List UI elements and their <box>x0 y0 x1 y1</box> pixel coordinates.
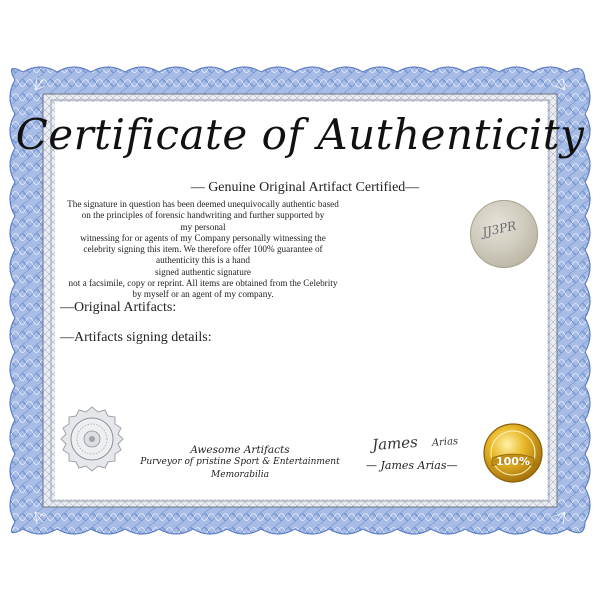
certificate-subtitle: — Genuine Original Artifact Certified— <box>190 180 420 195</box>
signature-last: Arias <box>431 436 459 449</box>
guarantee-badge-icon <box>482 422 544 484</box>
statement-line: by myself or an agent of my company. <box>132 289 274 300</box>
wax-seal-mark: JJ3PR <box>480 218 518 240</box>
company-tagline: Purveyor of pristine Sport & Entertainment Memorabilia <box>140 457 340 480</box>
statement-line: celebrity signing this item. We therefore offer 100% guarantee of <box>83 244 323 255</box>
certificate-title: Certificate of Authenticity <box>15 110 585 159</box>
company-block <box>120 444 360 482</box>
statement-line: not a facsimile, copy or reprint. All items are obtained from the Celebrity <box>68 278 338 289</box>
signing-details-label: —Artifacts signing details: <box>60 330 212 345</box>
authenticity-statement <box>58 199 348 301</box>
statement-line: The signature in question has been deemed unequivocally authentic based <box>67 199 339 209</box>
signature-first: James <box>371 432 419 454</box>
badge-text: 100% <box>496 455 530 468</box>
wax-seal-icon <box>470 200 538 268</box>
statement-line: my personal <box>180 221 226 232</box>
statement-line: authenticity this is a hand <box>156 255 250 266</box>
statement-line: on the principles of forensic handwriting and further supported by <box>81 210 325 221</box>
original-artifacts-label: —Original Artifacts: <box>60 300 177 315</box>
embossed-seal-icon <box>58 405 126 473</box>
signer-name: — James Arias— <box>366 459 458 472</box>
statement-line: witnessing for or agents of my Company personally witnessing the <box>80 232 326 243</box>
statement-line: signed authentic signature <box>155 266 251 277</box>
company-name: Awesome Artifacts <box>190 444 290 456</box>
